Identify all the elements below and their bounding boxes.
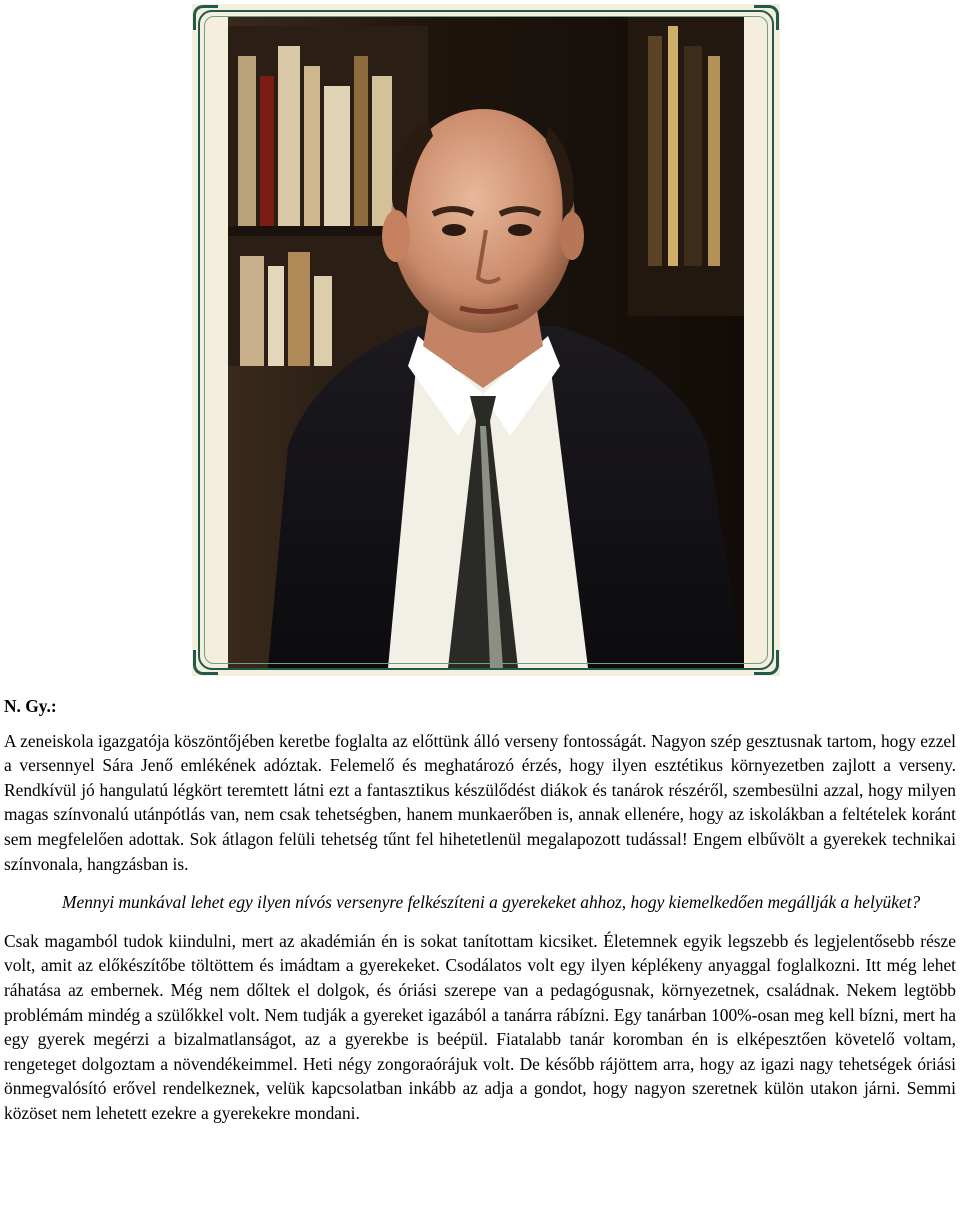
- interview-question: Mennyi munkával lehet egy ilyen nívós versenyre felkészíteni a gyerekeket ahhoz, hogy kiemelkedően megállják a helyüket?: [62, 892, 921, 913]
- frame-corner-ornament: [754, 5, 779, 30]
- frame-corner-ornament: [193, 5, 218, 30]
- frame-corner-ornament: [754, 650, 779, 675]
- frame-corner-ornament: [193, 650, 218, 675]
- answer-paragraph: Csak magamból tudok kiindulni, mert az akadémián én is sokat tanítottam kicsiket. Életemnek egyik legszebb és legjelentősebb része volt, amit az előkészítőbe töltöttem és imádtam a gyerekeket. Csodálatos volt egy ilyen képlékeny anyaggal foglalkozni. Itt még lehet ráhatása az embernek. Még nem dőltek el dolgok, és óriási szerepe van a pedagógusnak, környezetnek, családnak. Nekem legtöbb problémám mindég a szülőkkel volt. Nem tudják a gyereket igazából a tanárra rábízni. Egy tanárban 100%-osan meg kell bízni, mert ha egy gyerek megérzi a bizalmatlanságot, az a gyerekbe is beépül. Fiatalabb tanár koromban én is elképesztően követelő voltam, rengeteget dolgoztam a növendékeimmel. Heti négy zongoraórájuk volt. De később rájöttem arra, hogy az igazi nagy tehetségek óriási önmegvalósító erővel rendelkeznek, velük kapcsolatban inkább az adja a gondot, hogy nagyon szeretnek külön utakon járni. Semmi közöset nem lehetett ezekre a gyerekekre mondani.: [4, 930, 956, 1123]
- answer-paragraph: A zeneiskola igazgatója köszöntőjében keretbe foglalta az előttünk álló verseny fontosságát. Nagyon szép gesztusnak tartom, hogy ezzel a versennyel Sára Jenő emlékének adóztak. Felemelő és meghatározó érzés, hogy ilyen esztétikus környezetben zajlott a verseny. Rendkívül jó hangulatú légkört teremtett látni ezt a fantasztikus készülődést diákok és tanárok részéről, szembesülni azzal, hogy milyen magas színvonalú utánpótlás van, nem csak tehetségben, hanem munkaerőben is, annak ellenére, hogy az iskolákban a feltételek koránt sem megfelelően adottak. Sok átlagon felüli tehetség tűnt fel hihetetlenül megalapozott tudással! Engem elbűvölt a gyerekek technikai színvonala, hangzásban is.: [4, 730, 956, 874]
- article-body: [4, 694, 956, 1140]
- portrait-frame: [192, 4, 780, 676]
- portrait-photo-icon: [228, 16, 744, 668]
- portrait-photo: [228, 16, 744, 668]
- speaker-heading: N. Gy.:: [4, 696, 57, 716]
